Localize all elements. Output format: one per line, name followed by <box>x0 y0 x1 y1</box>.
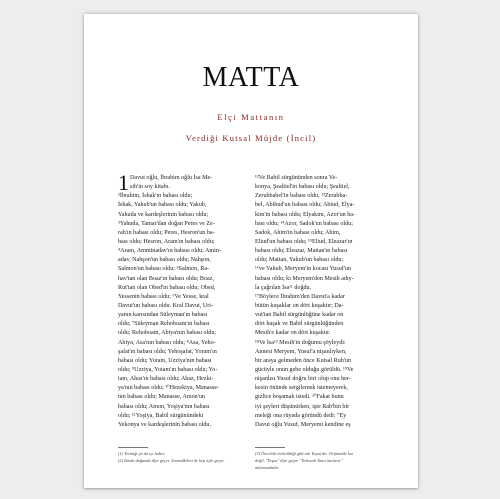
bible-page <box>84 14 418 488</box>
text-line: bası oldu; Hesron, Aram'ın babası oldu; <box>118 238 215 245</box>
text-line: ¹⁷Böylece İbrahim'den Davut'a kadar <box>255 293 345 300</box>
book-subtitle-line1: Elçi Mattanın <box>217 112 285 122</box>
text-line: bir araya gelmeden önce Kutsal Ruh'un <box>255 357 352 364</box>
text-line: İshak, Yakub'un babası oldu; Yakub, <box>118 202 207 209</box>
text-line: dört kuşak ve Babil sürgünlüğünden <box>255 321 344 328</box>
text-line: ¹⁶ve Yakub, Meryem'in kocası Yusuf'un <box>255 266 351 273</box>
text-line: Yessenin babası oldu; ⁶Ve Yesse, kral <box>118 293 209 300</box>
text-line: babası oldu; Yoram, Uzziya'nın babası <box>118 357 212 364</box>
text-line: Davut'un babası oldu. Kral Davut, Uri- <box>118 302 214 309</box>
text-line: nişanlısı Yusuf doğru biri olup onu her- <box>255 376 351 383</box>
text-line: ³Yahuda, Tamar'dan doğan Peres ve Ze- <box>118 220 215 227</box>
text-line: Sadok, Ahim'in babası oldu; Ahim, <box>255 229 341 236</box>
text-line: meleği ona rüyada göründü dedi: "Ey <box>255 412 347 419</box>
text-line: Salmon'un babası oldu; ⁵Salmon, Ra- <box>118 266 210 273</box>
footnote-right-2: değil, "Yeşua" diye geçer. "Yehovah Tanrı kurtarır" <box>255 458 343 463</box>
text-line: Davut oğlu, İbrahim oğlu İsa Me- <box>130 175 213 181</box>
text-line: ⁴Aram, Amminadav'ın babası oldu; Amin- <box>118 248 221 255</box>
text-line: Rut'tan olan Obed'in babası oldu; Obed, <box>118 284 216 291</box>
text-line: oldu; Mattan, Yakub'un babası oldu; <box>255 257 344 264</box>
text-line: la çağrılan İsa¹¹ doğdu. <box>255 284 312 291</box>
footnote-right-3: anlamındadır. <box>255 465 279 470</box>
text-line: ¹²Ve Babil sürgününden sonra Ye- <box>255 175 338 181</box>
text-line: nin babası oldu; Manasse, Amon'un <box>118 394 205 401</box>
text-line: ya'nın babası oldu; ¹⁰Hezekiya, Manasse- <box>118 385 219 392</box>
text-line: Zerubbabel'in babası oldu; ¹³Zerubba- <box>255 193 348 200</box>
text-line: Mesih'e kadar on dört kuşaktır. <box>255 330 331 337</box>
footnote-divider-right <box>255 447 285 448</box>
text-line: ²İbrahim, İshak'ın babası oldu; <box>118 193 193 200</box>
text-line: tam, Ahaz'ın babası oldu; Ahaz, Hezki- <box>118 376 214 383</box>
text-line: Annesi Meryem, Yusuf'a nişanlıyken, <box>255 348 347 355</box>
text-line: gizlice boşamak istedi. ²⁰Fakat bunu <box>255 394 344 401</box>
text-line: konya, Şealtiel'in babası oldu; Şealtiel, <box>255 184 350 191</box>
text-line: adav, Nahşon'un babası oldu; Nahşon, <box>118 257 211 264</box>
footnote-right-1: (3) Önceleki belirtildiği gibi adı Yeşua'dır. Orijinalde İsa <box>255 451 353 456</box>
text-line: vut'tan Babil sürgünlüğüne kadar on <box>255 312 344 319</box>
text-line: Yahuda ve kardeşlerinin babası oldu; <box>118 211 209 218</box>
text-line: kim'in babası oldu; Elyakim, Azor'un ba- <box>255 211 356 218</box>
footnote-divider-left <box>118 447 148 448</box>
footnote-left-2: (2) İshakı doğanda diye geçer. Sonradkileri de hep öyle geçer. <box>118 458 225 463</box>
text-line: bütün kuşaklar on dört kuşaktır; Da- <box>255 302 344 309</box>
text-line: oldu; Rehoboam, Abiya'nın babası oldu; <box>118 330 217 337</box>
footnote-left-1: (1) Yeriniği ya da iyi haber. <box>118 451 166 456</box>
text-line: babası oldu; Amon, Yoşiya'nın babası <box>118 403 210 410</box>
text-line: ¹⁸Ve İsa¹² Mesih'in doğumu şöyleydi: <box>255 339 346 346</box>
text-line: yanın karısından Süleyman'ın babası <box>118 312 208 319</box>
right-text-column <box>255 174 361 430</box>
text-line: kesin önünde sergilemek istemeyerek, <box>255 385 348 392</box>
text-line: şafat'ın babası oldu; Yehoşafat, Yoram'ın <box>118 348 217 355</box>
chapter-number: 1 <box>118 170 129 195</box>
text-line: Yekonya ve kardeşlerinin babası oldu. <box>118 421 211 428</box>
text-line: babası oldu; Eleazar, Mattan'ın babası <box>255 248 348 255</box>
text-line: Eliud'un babası oldu; ¹⁵Eliud, Eleazar'ın <box>255 238 353 245</box>
text-line: oldu; ⁷Süleyman Rehoboam'ın babası <box>118 321 210 328</box>
text-line: sih'in soy kitabı. <box>130 184 170 191</box>
text-line: babası oldu; ki Meryem'den Mesih adıy- <box>255 275 354 282</box>
text-line: Abiya, Asa'nın babası oldu; ⁸Asa, Yeho- <box>118 339 216 346</box>
text-line: Davut oğlu Yusuf, Meryemi kendine eş <box>255 421 351 428</box>
left-text-column <box>118 170 224 430</box>
text-line: oldu; ¹¹Yoşiya, Babil sürgünündeki <box>118 412 204 419</box>
text-line: bası oldu; ¹⁴Azor, Sadok'un babası oldu; <box>255 220 353 227</box>
book-title: MATTA <box>202 62 300 93</box>
book-subtitle-line2: Verdiği Kutsal Müjde (İncil) <box>185 133 317 143</box>
text-line: oldu; ⁹Uzziya, Yotam'ın babası oldu; Yo- <box>118 366 218 373</box>
text-line: rah'ın babası oldu; Peres, Hesron'un ba- <box>118 229 215 236</box>
text-line: bel, Abihud'un babası oldu; Abiud, Elya- <box>255 202 355 209</box>
text-line: gücüyle onun gebe olduğu görüldü. ¹⁹Ve <box>255 366 354 373</box>
text-line: iyi şeyleri düşünürken, işte Rab'bin bir <box>255 403 350 410</box>
text-line: hav'tan olan Boaz'ın babası oldu; Boaz, <box>118 275 214 282</box>
